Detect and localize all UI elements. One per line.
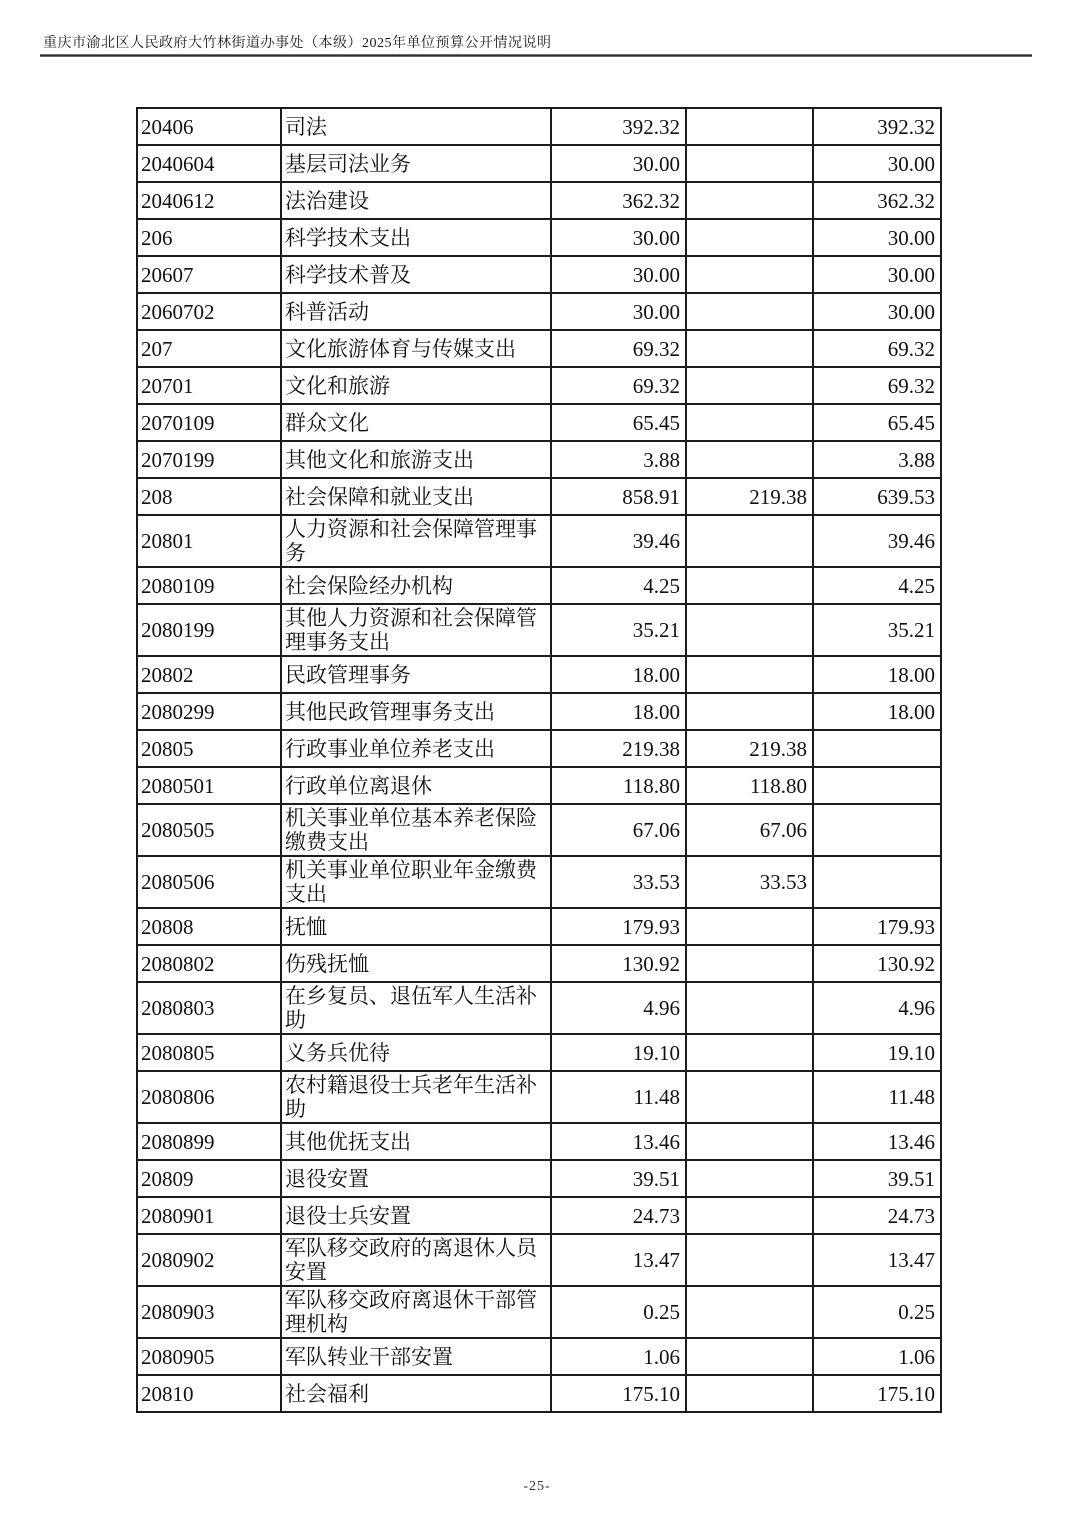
amount-cell: 69.32 bbox=[551, 367, 686, 404]
budget-code-cell: 207 bbox=[137, 330, 281, 367]
table-row bbox=[137, 404, 941, 441]
budget-name-cell: 在乡复员、退伍军人生活补助 bbox=[281, 982, 551, 1034]
table-row bbox=[137, 293, 941, 330]
budget-code-cell: 2040612 bbox=[137, 182, 281, 219]
budget-code-cell: 2080506 bbox=[137, 856, 281, 908]
table-row bbox=[137, 693, 941, 730]
header-divider-line bbox=[40, 54, 1032, 57]
table-row bbox=[137, 330, 941, 367]
budget-name-cell: 军队转业干部安置 bbox=[281, 1338, 551, 1375]
amount-cell: 175.10 bbox=[813, 1375, 941, 1412]
budget-code-cell: 2040604 bbox=[137, 145, 281, 182]
amount-cell bbox=[686, 404, 813, 441]
amount-cell: 392.32 bbox=[551, 108, 686, 145]
budget-code-cell: 2080905 bbox=[137, 1338, 281, 1375]
budget-code-cell: 2080902 bbox=[137, 1234, 281, 1286]
budget-name-cell: 社会保障和就业支出 bbox=[281, 478, 551, 515]
amount-cell bbox=[686, 1034, 813, 1071]
budget-name-cell: 文化旅游体育与传媒支出 bbox=[281, 330, 551, 367]
amount-cell: 392.32 bbox=[813, 108, 941, 145]
amount-cell bbox=[686, 145, 813, 182]
amount-cell bbox=[686, 1375, 813, 1412]
table-row bbox=[137, 1123, 941, 1160]
amount-cell bbox=[686, 693, 813, 730]
amount-cell: 175.10 bbox=[551, 1375, 686, 1412]
table-row bbox=[137, 441, 941, 478]
amount-cell bbox=[686, 1338, 813, 1375]
budget-name-cell: 其他人力资源和社会保障管理事务支出 bbox=[281, 604, 551, 656]
amount-cell: 219.38 bbox=[551, 730, 686, 767]
amount-cell: 67.06 bbox=[686, 804, 813, 856]
table-row bbox=[137, 367, 941, 404]
amount-cell bbox=[686, 219, 813, 256]
amount-cell: 18.00 bbox=[551, 656, 686, 693]
table-row bbox=[137, 219, 941, 256]
amount-cell: 30.00 bbox=[813, 293, 941, 330]
budget-name-cell: 其他优抚支出 bbox=[281, 1123, 551, 1160]
budget-name-cell: 科普活动 bbox=[281, 293, 551, 330]
budget-name-cell: 社会福利 bbox=[281, 1375, 551, 1412]
budget-name-cell: 义务兵优待 bbox=[281, 1034, 551, 1071]
table-row bbox=[137, 567, 941, 604]
amount-cell: 65.45 bbox=[551, 404, 686, 441]
amount-cell: 13.47 bbox=[551, 1234, 686, 1286]
budget-code-cell: 2080806 bbox=[137, 1071, 281, 1123]
amount-cell: 19.10 bbox=[551, 1034, 686, 1071]
budget-name-cell: 行政事业单位养老支出 bbox=[281, 730, 551, 767]
amount-cell: 39.46 bbox=[813, 515, 941, 567]
budget-name-cell: 科学技术普及 bbox=[281, 256, 551, 293]
table-row bbox=[137, 256, 941, 293]
amount-cell bbox=[686, 182, 813, 219]
amount-cell bbox=[686, 945, 813, 982]
amount-cell: 39.51 bbox=[551, 1160, 686, 1197]
amount-cell bbox=[686, 108, 813, 145]
table-row bbox=[137, 1197, 941, 1234]
table-row bbox=[137, 945, 941, 982]
budget-code-cell: 20810 bbox=[137, 1375, 281, 1412]
table-row bbox=[137, 108, 941, 145]
amount-cell: 30.00 bbox=[813, 145, 941, 182]
amount-cell: 39.51 bbox=[813, 1160, 941, 1197]
amount-cell: 69.32 bbox=[551, 330, 686, 367]
amount-cell: 179.93 bbox=[813, 908, 941, 945]
table-row bbox=[137, 1338, 941, 1375]
amount-cell: 33.53 bbox=[686, 856, 813, 908]
budget-code-cell: 206 bbox=[137, 219, 281, 256]
budget-code-cell: 208 bbox=[137, 478, 281, 515]
amount-cell: 4.25 bbox=[813, 567, 941, 604]
amount-cell bbox=[686, 604, 813, 656]
table-row bbox=[137, 478, 941, 515]
table-row bbox=[137, 1071, 941, 1123]
amount-cell: 30.00 bbox=[551, 219, 686, 256]
amount-cell: 13.47 bbox=[813, 1234, 941, 1286]
amount-cell bbox=[686, 1286, 813, 1338]
budget-code-cell: 2080199 bbox=[137, 604, 281, 656]
budget-name-cell: 抚恤 bbox=[281, 908, 551, 945]
budget-name-cell: 司法 bbox=[281, 108, 551, 145]
amount-cell bbox=[686, 567, 813, 604]
table-row bbox=[137, 145, 941, 182]
amount-cell bbox=[686, 256, 813, 293]
budget-name-cell: 机关事业单位基本养老保险缴费支出 bbox=[281, 804, 551, 856]
amount-cell bbox=[686, 1160, 813, 1197]
budget-table bbox=[136, 107, 942, 1413]
amount-cell: 69.32 bbox=[813, 367, 941, 404]
amount-cell: 362.32 bbox=[813, 182, 941, 219]
amount-cell bbox=[813, 856, 941, 908]
amount-cell bbox=[686, 330, 813, 367]
amount-cell: 35.21 bbox=[813, 604, 941, 656]
amount-cell: 69.32 bbox=[813, 330, 941, 367]
amount-cell bbox=[686, 1123, 813, 1160]
amount-cell bbox=[686, 293, 813, 330]
amount-cell: 219.38 bbox=[686, 730, 813, 767]
amount-cell bbox=[686, 1071, 813, 1123]
amount-cell bbox=[686, 982, 813, 1034]
amount-cell: 39.46 bbox=[551, 515, 686, 567]
amount-cell: 0.25 bbox=[551, 1286, 686, 1338]
table-row bbox=[137, 908, 941, 945]
budget-name-cell: 基层司法业务 bbox=[281, 145, 551, 182]
amount-cell: 118.80 bbox=[686, 767, 813, 804]
amount-cell: 130.92 bbox=[813, 945, 941, 982]
budget-code-cell: 2080899 bbox=[137, 1123, 281, 1160]
amount-cell bbox=[686, 515, 813, 567]
budget-name-cell: 行政单位离退休 bbox=[281, 767, 551, 804]
budget-code-cell: 20808 bbox=[137, 908, 281, 945]
amount-cell bbox=[813, 730, 941, 767]
budget-name-cell: 民政管理事务 bbox=[281, 656, 551, 693]
budget-code-cell: 20701 bbox=[137, 367, 281, 404]
budget-code-cell: 2070199 bbox=[137, 441, 281, 478]
budget-name-cell: 文化和旅游 bbox=[281, 367, 551, 404]
budget-code-cell: 2080802 bbox=[137, 945, 281, 982]
amount-cell: 858.91 bbox=[551, 478, 686, 515]
budget-name-cell: 科学技术支出 bbox=[281, 219, 551, 256]
amount-cell bbox=[686, 1197, 813, 1234]
amount-cell: 219.38 bbox=[686, 478, 813, 515]
amount-cell: 1.06 bbox=[813, 1338, 941, 1375]
budget-code-cell: 20805 bbox=[137, 730, 281, 767]
amount-cell: 639.53 bbox=[813, 478, 941, 515]
table-row bbox=[137, 730, 941, 767]
amount-cell: 4.25 bbox=[551, 567, 686, 604]
budget-code-cell: 2080501 bbox=[137, 767, 281, 804]
table-row bbox=[137, 656, 941, 693]
table-row bbox=[137, 767, 941, 804]
budget-name-cell: 军队移交政府的离退休人员安置 bbox=[281, 1234, 551, 1286]
amount-cell: 30.00 bbox=[551, 256, 686, 293]
budget-name-cell: 法治建设 bbox=[281, 182, 551, 219]
amount-cell: 1.06 bbox=[551, 1338, 686, 1375]
budget-name-cell: 机关事业单位职业年金缴费支出 bbox=[281, 856, 551, 908]
budget-name-cell: 社会保险经办机构 bbox=[281, 567, 551, 604]
budget-code-cell: 2070109 bbox=[137, 404, 281, 441]
amount-cell: 13.46 bbox=[813, 1123, 941, 1160]
budget-code-cell: 20801 bbox=[137, 515, 281, 567]
amount-cell: 30.00 bbox=[813, 219, 941, 256]
amount-cell bbox=[813, 804, 941, 856]
budget-name-cell: 其他文化和旅游支出 bbox=[281, 441, 551, 478]
table-row bbox=[137, 804, 941, 856]
table-row bbox=[137, 1034, 941, 1071]
amount-cell bbox=[686, 656, 813, 693]
table-row bbox=[137, 856, 941, 908]
amount-cell bbox=[813, 767, 941, 804]
budget-name-cell: 其他民政管理事务支出 bbox=[281, 693, 551, 730]
amount-cell: 18.00 bbox=[813, 656, 941, 693]
table-row bbox=[137, 1286, 941, 1338]
amount-cell: 4.96 bbox=[551, 982, 686, 1034]
table-row bbox=[137, 1375, 941, 1412]
amount-cell: 13.46 bbox=[551, 1123, 686, 1160]
amount-cell bbox=[686, 367, 813, 404]
budget-name-cell: 退役士兵安置 bbox=[281, 1197, 551, 1234]
budget-code-cell: 20802 bbox=[137, 656, 281, 693]
budget-code-cell: 2080805 bbox=[137, 1034, 281, 1071]
amount-cell: 118.80 bbox=[551, 767, 686, 804]
amount-cell: 0.25 bbox=[813, 1286, 941, 1338]
amount-cell: 30.00 bbox=[551, 293, 686, 330]
budget-code-cell: 2080803 bbox=[137, 982, 281, 1034]
budget-code-cell: 2080109 bbox=[137, 567, 281, 604]
amount-cell: 11.48 bbox=[551, 1071, 686, 1123]
document-header-title: 重庆市渝北区人民政府大竹林街道办事处（本级）2025年单位预算公开情况说明 bbox=[43, 36, 552, 51]
budget-code-cell: 2080299 bbox=[137, 693, 281, 730]
budget-code-cell: 20607 bbox=[137, 256, 281, 293]
budget-name-cell: 退役安置 bbox=[281, 1160, 551, 1197]
amount-cell: 24.73 bbox=[551, 1197, 686, 1234]
amount-cell: 30.00 bbox=[551, 145, 686, 182]
amount-cell: 4.96 bbox=[813, 982, 941, 1034]
budget-name-cell: 伤残抚恤 bbox=[281, 945, 551, 982]
table-row bbox=[137, 604, 941, 656]
budget-code-cell: 2080901 bbox=[137, 1197, 281, 1234]
budget-code-cell: 2060702 bbox=[137, 293, 281, 330]
budget-code-cell: 2080505 bbox=[137, 804, 281, 856]
table-row bbox=[137, 1234, 941, 1286]
amount-cell: 11.48 bbox=[813, 1071, 941, 1123]
budget-name-cell: 人力资源和社会保障管理事务 bbox=[281, 515, 551, 567]
amount-cell: 67.06 bbox=[551, 804, 686, 856]
table-row bbox=[137, 182, 941, 219]
amount-cell: 33.53 bbox=[551, 856, 686, 908]
table-row bbox=[137, 1160, 941, 1197]
amount-cell: 362.32 bbox=[551, 182, 686, 219]
amount-cell bbox=[686, 1234, 813, 1286]
budget-table-body bbox=[137, 108, 941, 1412]
amount-cell: 130.92 bbox=[551, 945, 686, 982]
amount-cell: 65.45 bbox=[813, 404, 941, 441]
amount-cell: 30.00 bbox=[813, 256, 941, 293]
amount-cell: 35.21 bbox=[551, 604, 686, 656]
budget-code-cell: 20406 bbox=[137, 108, 281, 145]
amount-cell: 24.73 bbox=[813, 1197, 941, 1234]
amount-cell: 18.00 bbox=[551, 693, 686, 730]
budget-name-cell: 群众文化 bbox=[281, 404, 551, 441]
amount-cell bbox=[686, 441, 813, 478]
budget-code-cell: 2080903 bbox=[137, 1286, 281, 1338]
table-row bbox=[137, 515, 941, 567]
budget-name-cell: 军队移交政府离退休干部管理机构 bbox=[281, 1286, 551, 1338]
amount-cell: 179.93 bbox=[551, 908, 686, 945]
budget-name-cell: 农村籍退役士兵老年生活补助 bbox=[281, 1071, 551, 1123]
budget-code-cell: 20809 bbox=[137, 1160, 281, 1197]
page-number: -25- bbox=[523, 1479, 551, 1494]
amount-cell: 19.10 bbox=[813, 1034, 941, 1071]
amount-cell: 3.88 bbox=[813, 441, 941, 478]
amount-cell: 18.00 bbox=[813, 693, 941, 730]
amount-cell bbox=[686, 908, 813, 945]
table-row bbox=[137, 982, 941, 1034]
amount-cell: 3.88 bbox=[551, 441, 686, 478]
